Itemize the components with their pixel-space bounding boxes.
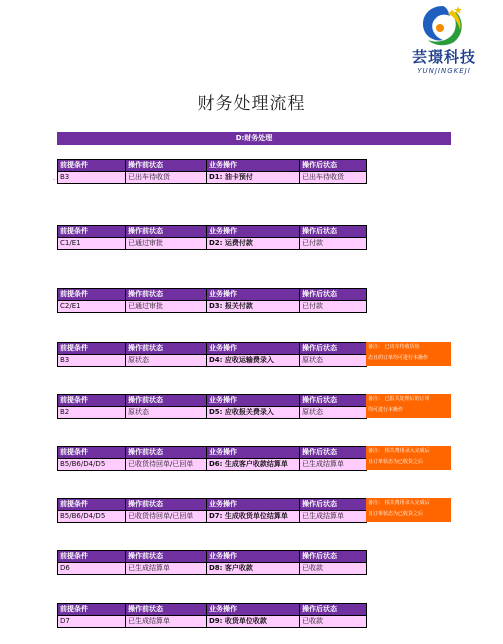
- header-cell: 操作后状态: [300, 289, 367, 301]
- table-cell: D7: [58, 616, 126, 628]
- process-table-block: [57, 288, 367, 313]
- operation-cell: D2: 运费付款: [207, 238, 300, 250]
- table-cell: 已收款: [300, 616, 367, 628]
- header-cell: 业务操作: [207, 160, 300, 172]
- header-cell: 操作后状态: [300, 160, 367, 172]
- page-title: 财务处理流程: [197, 94, 306, 114]
- table-header-row: [58, 289, 367, 301]
- table-row: [58, 301, 367, 313]
- table-cell: C1/E1: [58, 238, 126, 250]
- process-table: [57, 394, 367, 419]
- table-row: [58, 172, 367, 184]
- table-header-row: [58, 226, 367, 238]
- process-table-block: [57, 342, 429, 367]
- process-table: [57, 603, 367, 628]
- table-cell: B3: [58, 355, 126, 367]
- operation-cell: D3: 报关付款: [207, 301, 300, 313]
- table-row: [58, 563, 367, 575]
- header-cell: 业务操作: [207, 604, 300, 616]
- header-cell: 操作后状态: [300, 499, 367, 511]
- table-cell: 已生成结算单: [300, 511, 367, 523]
- note-line: 且订单状态为已收货之后: [368, 459, 424, 465]
- process-table: [57, 288, 367, 313]
- process-table: [57, 159, 367, 184]
- header-cell: 前提条件: [58, 499, 126, 511]
- operation-cell: D8: 客户收款: [207, 563, 300, 575]
- header-cell: 前提条件: [58, 551, 126, 563]
- header-cell: 前提条件: [58, 289, 126, 301]
- stray-mark: .: [53, 175, 55, 182]
- header-cell: 操作后状态: [300, 604, 367, 616]
- header-cell: 操作后状态: [300, 226, 367, 238]
- process-table: [57, 446, 367, 471]
- header-cell: 操作前状态: [126, 499, 207, 511]
- header-cell: 前提条件: [58, 604, 126, 616]
- table-cell: 已生成结算单: [300, 459, 367, 471]
- operation-cell: D7: 生成收货单位结算单: [207, 511, 300, 523]
- table-cell: 已通过审批: [126, 301, 207, 313]
- process-table: [57, 342, 367, 367]
- process-table-block: [57, 603, 367, 628]
- table-cell: 已生成结算单: [126, 616, 207, 628]
- table-cell: 已付款: [300, 238, 367, 250]
- process-table-block: [57, 446, 430, 471]
- note-line: 备注： 已出车待收货状: [368, 344, 420, 350]
- table-cell: B5/B6/D4/D5: [58, 459, 126, 471]
- brand-name-en: YUNJINGKEJI: [417, 67, 471, 75]
- note-box: [366, 394, 451, 418]
- header-cell: 操作前状态: [126, 395, 207, 407]
- table-cell: 已生成结算单: [126, 563, 207, 575]
- table-cell: 原状态: [300, 355, 367, 367]
- table-cell: 已收货待回单/已回单: [126, 511, 207, 523]
- operation-cell: D9: 收货单位收款: [207, 616, 300, 628]
- process-table-block: [57, 159, 367, 184]
- table-cell: 已收货待回单/已回单: [126, 459, 207, 471]
- table-cell: D6: [58, 563, 126, 575]
- table-cell: 已收款: [300, 563, 367, 575]
- process-table-block: [57, 498, 430, 523]
- header-cell: 操作前状态: [126, 343, 207, 355]
- header-cell: 操作前状态: [126, 226, 207, 238]
- header-cell: 业务操作: [207, 447, 300, 459]
- brand-name-cn: 芸璟科技: [411, 48, 476, 66]
- table-cell: 已出车待收货: [300, 172, 367, 184]
- operation-cell: D4: 应收运输费录入: [207, 355, 300, 367]
- header-cell: 业务操作: [207, 343, 300, 355]
- table-cell: C2/E1: [58, 301, 126, 313]
- table-header-row: [58, 395, 367, 407]
- process-table: [57, 225, 367, 250]
- header-cell: 业务操作: [207, 499, 300, 511]
- table-row: [58, 459, 367, 471]
- operation-cell: D1: 油卡预付: [207, 172, 300, 184]
- header-cell: 操作后状态: [300, 447, 367, 459]
- table-cell: 原状态: [126, 407, 207, 419]
- note-line: 均可进行本操作: [368, 407, 404, 413]
- process-table: [57, 498, 367, 523]
- header-cell: 操作前状态: [126, 551, 207, 563]
- table-cell: 原状态: [300, 407, 367, 419]
- header-cell: 业务操作: [207, 226, 300, 238]
- table-cell: 原状态: [126, 355, 207, 367]
- note-box: [366, 342, 451, 366]
- table-cell: 已通过审批: [126, 238, 207, 250]
- header-cell: 操作前状态: [126, 604, 207, 616]
- header-cell: 操作前状态: [126, 289, 207, 301]
- header-cell: 前提条件: [58, 160, 126, 172]
- note-box: [366, 498, 451, 522]
- header-cell: 前提条件: [58, 343, 126, 355]
- header-cell: 业务操作: [207, 289, 300, 301]
- table-header-row: [58, 604, 367, 616]
- table-header-row: [58, 343, 367, 355]
- header-cell: 业务操作: [207, 395, 300, 407]
- table-cell: 已付款: [300, 301, 367, 313]
- note-line: 备注： 已报关处理后的订单: [368, 396, 430, 402]
- swirl-logo-icon: [412, 2, 474, 48]
- process-table-block: [57, 550, 367, 575]
- table-header-row: [58, 447, 367, 459]
- table-row: [58, 616, 367, 628]
- note-box: [366, 446, 451, 470]
- process-table: [57, 550, 367, 575]
- header-cell: 操作后状态: [300, 551, 367, 563]
- header-cell: 操作后状态: [300, 395, 367, 407]
- table-cell: B2: [58, 407, 126, 419]
- note-line: 备注： 相关费用录入完成后: [368, 500, 430, 506]
- header-cell: 操作后状态: [300, 343, 367, 355]
- operation-cell: D6: 生成客户收款结算单: [207, 459, 300, 471]
- process-table-block: [57, 394, 430, 419]
- table-header-row: [58, 499, 367, 511]
- header-cell: 操作前状态: [126, 447, 207, 459]
- table-row: [58, 511, 367, 523]
- note-line: 态且的订单均可进行本操作: [368, 355, 429, 361]
- header-cell: 业务操作: [207, 551, 300, 563]
- header-cell: 前提条件: [58, 395, 126, 407]
- table-cell: B5/B6/D4/D5: [58, 511, 126, 523]
- header-cell: 前提条件: [58, 226, 126, 238]
- table-row: [58, 238, 367, 250]
- table-cell: 已出车待收货: [126, 172, 207, 184]
- process-table-block: [57, 225, 367, 250]
- table-header-row: [58, 551, 367, 563]
- note-line: 备注： 相关费用录入完成后: [368, 448, 430, 454]
- header-cell: 操作前状态: [126, 160, 207, 172]
- table-header-row: [58, 160, 367, 172]
- header-cell: 前提条件: [58, 447, 126, 459]
- section-header: D:财务处理: [57, 132, 451, 145]
- note-line: 且订单状态为已收货之后: [368, 511, 424, 517]
- table-row: [58, 407, 367, 419]
- operation-cell: D5: 应收报关费录入: [207, 407, 300, 419]
- table-cell: B3: [58, 172, 126, 184]
- table-row: [58, 355, 367, 367]
